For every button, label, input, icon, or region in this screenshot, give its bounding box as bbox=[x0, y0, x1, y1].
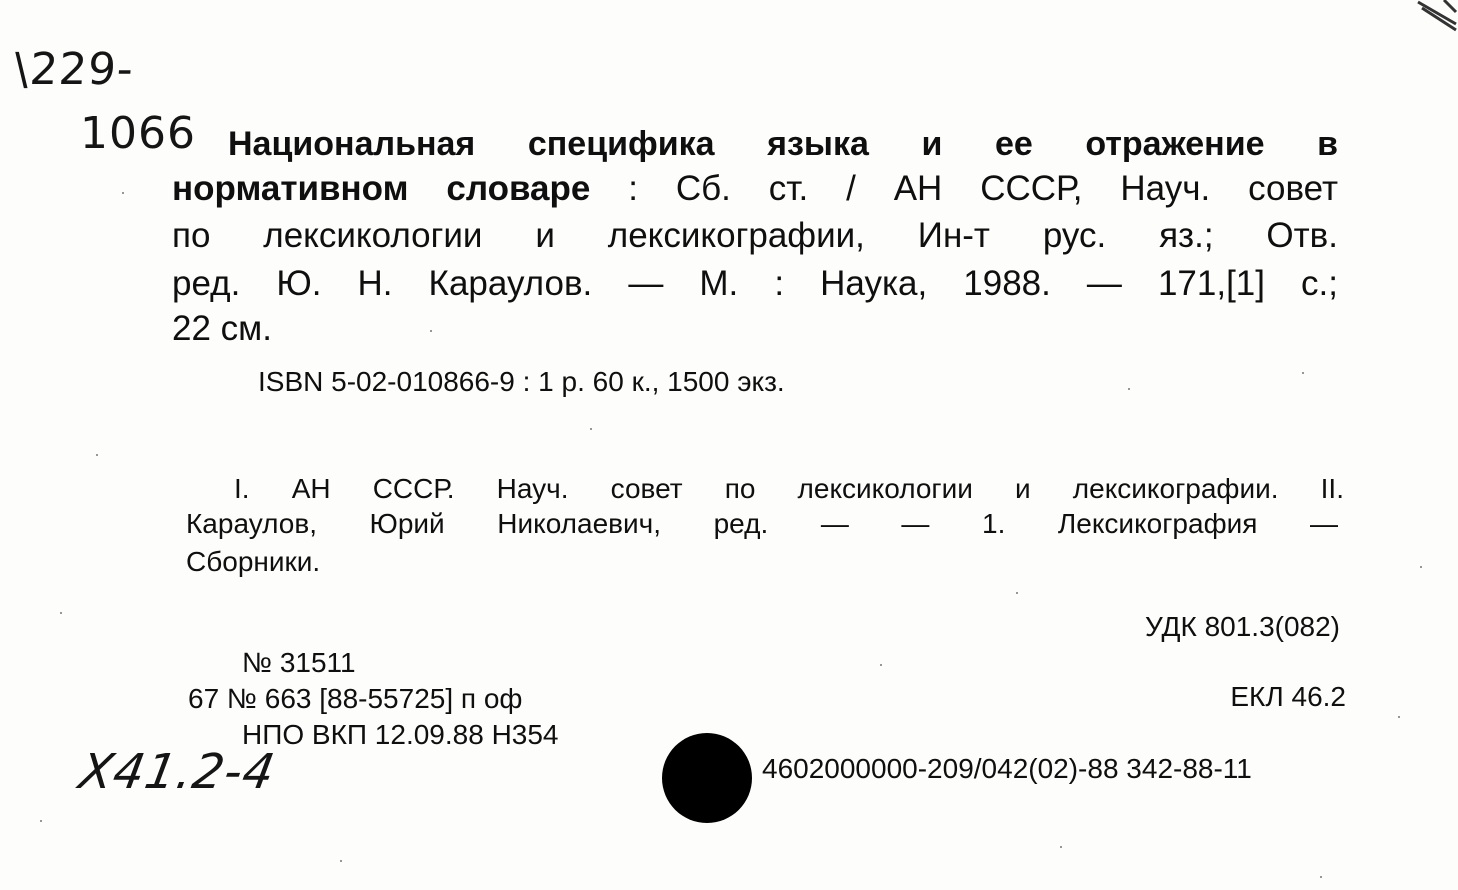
paper-speck bbox=[1420, 566, 1422, 568]
description-line-4: ред. Ю. Н. Караулов. — М. : Наука, 1988. — 171,[1] с.; bbox=[172, 264, 1338, 303]
ekl-index: ЕКЛ 46.2 bbox=[1230, 681, 1346, 712]
book-title: Национальная специфика языка и ее отражение в bbox=[228, 125, 1338, 163]
tracing-line-3: Сборники. bbox=[186, 546, 321, 577]
paper-speck bbox=[96, 454, 98, 456]
tracing-line-1: I. АН СССР. Науч. совет по лексикологии и лексикографии. II. bbox=[234, 473, 1344, 504]
paper-speck bbox=[1302, 372, 1304, 374]
handwritten-shelf-mark-bottom: 1066 bbox=[80, 108, 196, 159]
title-continuation: нормативном словаре bbox=[172, 169, 591, 208]
paper-speck bbox=[1320, 876, 1322, 878]
isbn-line: ISBN 5-02-010866-9 : 1 р. 60 к., 1500 экз. bbox=[258, 366, 785, 397]
description-line-3: по лексикологии и лексикографии, Ин-т рус. яз.; Отв. bbox=[172, 216, 1338, 255]
description-line-2 bbox=[172, 163, 1338, 215]
corner-scratch-mark bbox=[1398, 0, 1458, 60]
paper-speck bbox=[1128, 388, 1130, 390]
black-dot-mark bbox=[662, 733, 752, 823]
description-line-5: 22 см. bbox=[172, 309, 272, 348]
tracing-line-2: Караулов, Юрий Николаевич, ред. — — 1. Лексикография — bbox=[186, 508, 1338, 539]
paper-speck bbox=[40, 820, 42, 822]
catalog-code: 4602000000-209/042(02)-88 342-88-11 bbox=[762, 753, 1252, 784]
printer-line: НПО ВКП 12.09.88 Н354 bbox=[242, 719, 559, 750]
handwritten-shelf-mark-top: \229- bbox=[12, 44, 136, 95]
paper-speck bbox=[880, 664, 882, 666]
paper-speck bbox=[430, 330, 432, 332]
paper-speck bbox=[1060, 846, 1062, 848]
paper-speck bbox=[122, 192, 124, 194]
subtitle-responsibility: : Сб. ст. / АН СССР, Науч. совет bbox=[590, 169, 1338, 208]
registration-number: № 31511 bbox=[242, 647, 356, 678]
paper-speck bbox=[590, 428, 592, 430]
paper-speck bbox=[340, 860, 342, 862]
udk-index: УДК 801.3(082) bbox=[1144, 611, 1340, 642]
order-number: 67 № 663 [88-55725] п оф bbox=[188, 683, 523, 714]
paper-speck bbox=[60, 612, 62, 614]
handwritten-inventory-mark: Х41.2-4 bbox=[75, 744, 280, 800]
paper-speck bbox=[1398, 716, 1400, 718]
paper-speck bbox=[1016, 592, 1018, 594]
